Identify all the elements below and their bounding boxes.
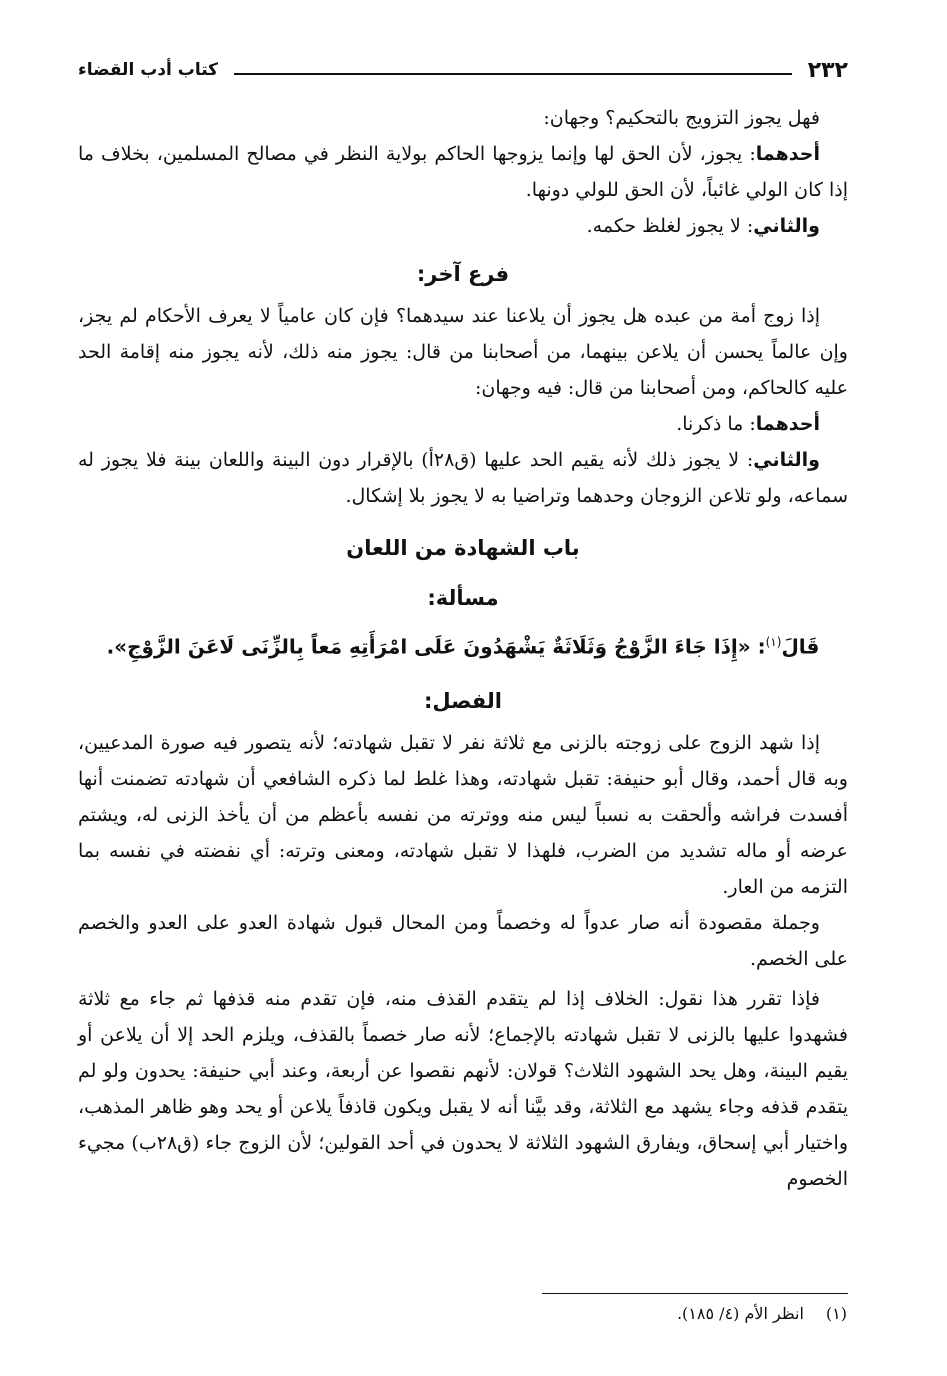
paragraph-text: : يجوز، لأن الحق لها وإنما يزوجها الحاكم بولاية النظر في مصالح المسلمين، بخلاف ما إذا كان الولي غائباً، لأن الحق للولي دونها. — [78, 143, 848, 201]
paragraph-prior-accusation: فإذا تقرر هذا نقول: الخلاف إذا لم يتقدم القذف منه، فإن تقدم منه قذفها ثم جاء مع ثلاثة فشهدوا عليها بالزنى لا تقبل شهادته بالإجماع؛ لأنه صار خصماً بالقذف، ويلزم الحد إلا أن يلاعن أو يقيم البينة، وهل يحد الشهود الثلاث؟ قولان: لأنهم نقصوا عن أربعة، وعند أبي حنيفة: يحدون ولو لم يتقدم قذفه وجاء يشهد مع الثلاثة، وقد بيَّنا أنه لا يقبل ويكون قاذفاً يلاعن أو يحد وهو ظاهر المذهب، واختيار أبي إسحاق، ويفارق الشهود الثلاثة لا يحدون في أحد القولين؛ لأن الزوج جاء (ق٢٨ب) مجيء الخصوم — [78, 987, 848, 1190]
footnote-number: (١) — [825, 1304, 847, 1323]
quoted-text — [78, 622, 848, 667]
footnote-text: انظر الأم (٤/ ١٨٥). — [676, 1304, 804, 1323]
lead-word: أحدهما — [755, 413, 820, 435]
quote-said: قَالَ — [781, 634, 820, 659]
footnote — [677, 1302, 847, 1326]
paragraph-first-opinion — [78, 406, 848, 442]
book-title: كتاب أدب القضاء — [78, 60, 219, 80]
footnote-reference: (١) — [765, 635, 782, 649]
quote-body: : «إِذَا جَاءَ الزَّوْجُ وَثَلَاثَةٌ يَشْهَدُونَ عَلَى امْرَأَتِهِ مَعاً بِالزِّنَى لَاعَنَ الزَّوْجِ». — [106, 634, 766, 659]
lead-word: أحدهما — [755, 143, 820, 165]
chapter-heading: باب الشهادة من اللعان — [346, 536, 580, 560]
footnote-separator — [542, 1293, 848, 1294]
paragraph-second-view — [78, 208, 848, 244]
header-rule — [234, 73, 792, 75]
lead-word: والثاني — [753, 215, 820, 237]
paragraph-husband-testimony: إذا شهد الزوج على زوجته بالزنى مع ثلاثة نفر لا تقبل شهادته؛ لأنه يتصور فيه صورة المدعيين، وبه قال أحمد، وقال أبو حنيفة: تقبل شهادته، وهذا غلط لما ذكره الشافعي أن شهادته تضمنت أنها أفسدت فراشه وألحقت به نسباً ليس منه ووترته من نفسه بأعظم من أن يأخذ الزنى له، ويشتم عرضه أو ماله تشديد من الضرب، فلهذا لا تقبل شهادته، ومعنى وترته: أي نفضته في نفسه بما التزمه من العار. — [78, 731, 848, 898]
paragraph-text: : لا يجوز لغلظ حكمه. — [586, 215, 754, 237]
paragraph-question: فهل يجوز التزويج بالتحكيم؟ وجهان: — [543, 107, 820, 129]
page — [78, 52, 848, 1197]
paragraph-text: : ما ذكرنا. — [676, 413, 756, 435]
paragraph-text: : لا يجوز ذلك لأنه يقيم الحد عليها (ق٢٨أ) بالإقرار دون البينة واللعان بينة فلا يجوز له سماعه، ولو تلاعن الزوجان وحدهما وتراضيا به لا يجوز بلا إشكال. — [78, 449, 848, 507]
paragraph-slave-marriage: إذا زوج أمة من عبده هل يجوز أن يلاعنا عند سيدهما؟ فإن كان عامياً لا يعرف الأحكام لم يجز، وإن عالماً يحسن أن يلاعن بينهما، من أصحابنا من قال: يجوز منه ذلك، لأنه يجوز منه إقامة الحد عليه كالحاكم، ومن أصحابنا من قال: فيه وجهان: — [78, 305, 848, 399]
page-number: ٢٣٢ — [807, 57, 848, 83]
heading-issue: مسألة: — [427, 586, 499, 610]
lead-word: والثاني — [753, 449, 820, 471]
running-head — [78, 52, 848, 88]
paragraph-first-view — [78, 136, 848, 208]
paragraph-second-opinion — [78, 442, 848, 514]
body-text — [78, 100, 848, 1197]
heading-section: الفصل: — [423, 688, 503, 713]
heading-another-branch: فرع آخر: — [416, 262, 510, 286]
paragraph-enmity: وجملة مقصودة أنه صار عدواً له وخصماً ومن المحال قبول شهادة العدو على العدو والخصم على الخصم. — [78, 911, 848, 970]
